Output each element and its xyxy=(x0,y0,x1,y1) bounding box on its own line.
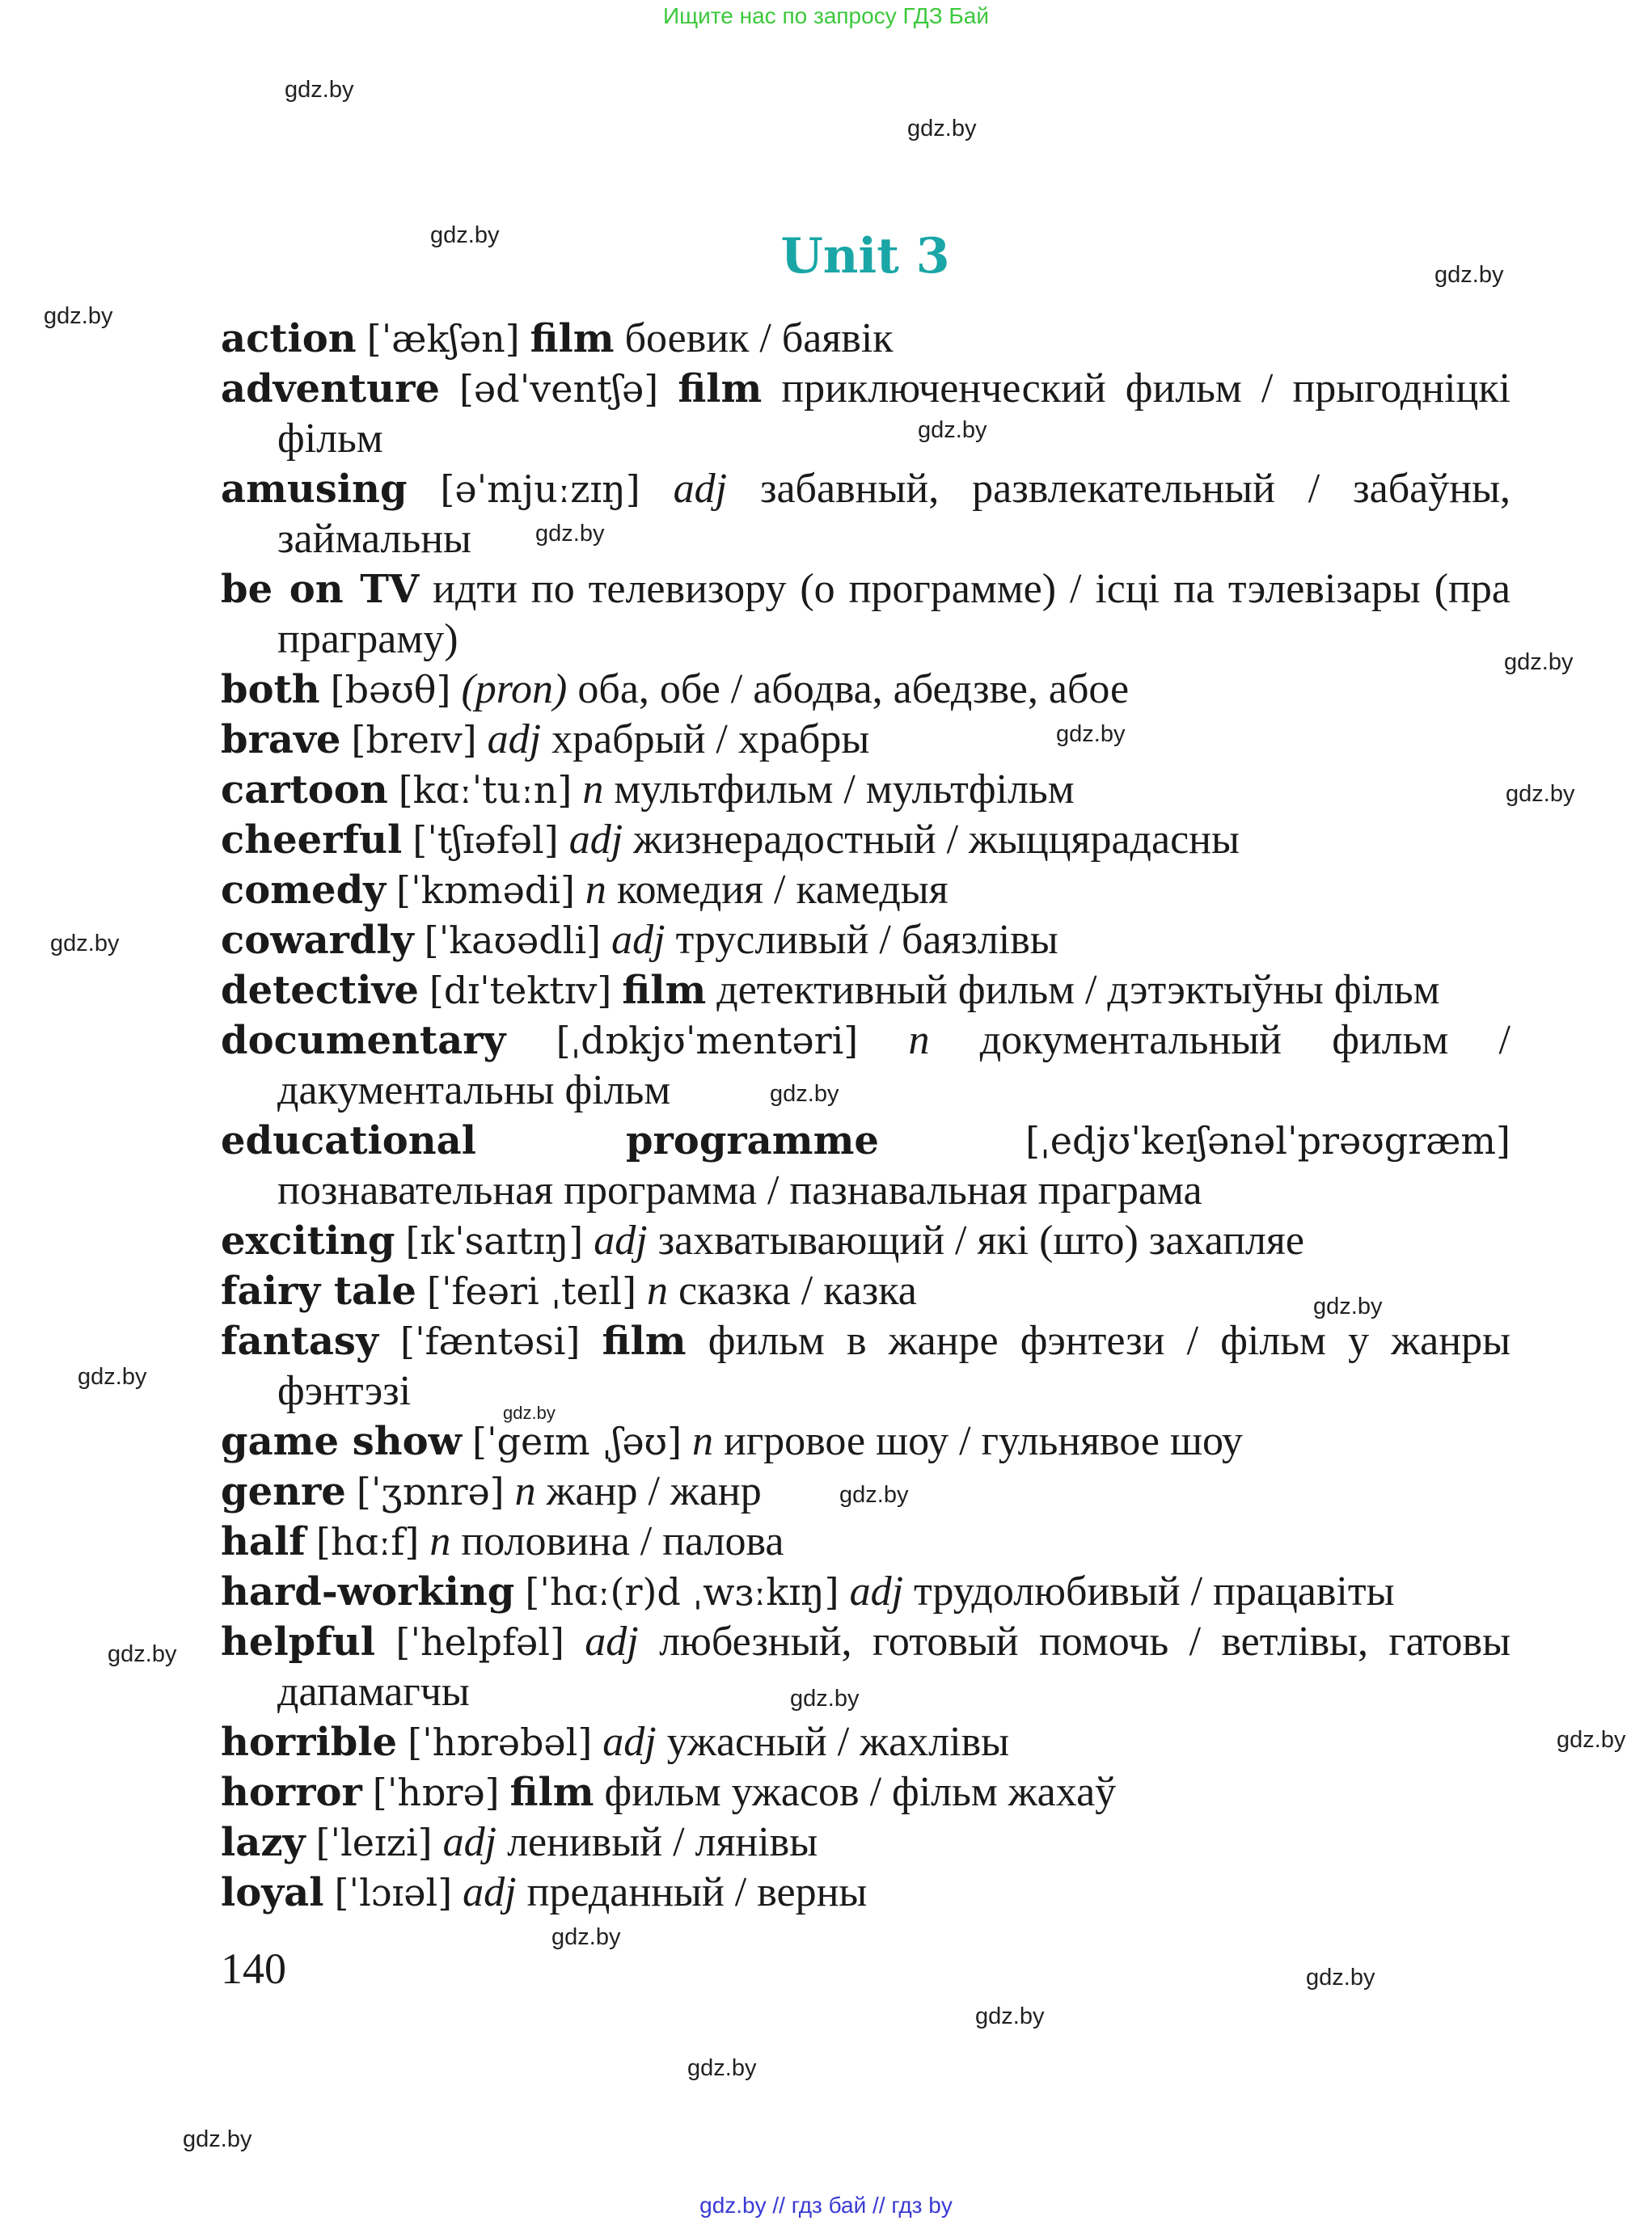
watermark: gdz.by xyxy=(770,1081,839,1107)
entry-translation: мультфильм / мультфільм xyxy=(614,766,1075,813)
entry-translation: трусливый / баязлівы xyxy=(675,917,1058,963)
entry-word-suffix: film xyxy=(530,316,615,361)
entry-pronunciation: [ˈhɒrəbəl] xyxy=(408,1720,593,1764)
vocabulary-entry xyxy=(221,865,1510,915)
entry-translation: захватывающий / які (што) захапляе xyxy=(657,1218,1304,1264)
entry-pronunciation: [ˈʒɒnrə] xyxy=(356,1470,505,1514)
entry-word: cheerful xyxy=(221,817,403,863)
watermark: gdz.by xyxy=(918,417,987,443)
entry-translation: познавательная программа / пазнавальная праграма xyxy=(277,1167,1202,1214)
watermark: gdz.by xyxy=(108,1641,177,1667)
vocabulary-entry xyxy=(221,765,1510,815)
entry-translation: забавный, развлекательный / забаўны, займальны xyxy=(277,466,1511,562)
entry-word: amusing xyxy=(221,467,408,512)
entry-word: documentary xyxy=(221,1018,506,1063)
entry-word: lazy xyxy=(221,1820,306,1865)
entry-translation: оба, обе / абодва, абедзве, абое xyxy=(577,666,1130,712)
entry-word: adventure xyxy=(221,366,440,412)
watermark: gdz.by xyxy=(50,931,120,956)
watermark: gdz.by xyxy=(78,1364,147,1390)
vocabulary-entry xyxy=(221,915,1510,965)
watermark: gdz.by xyxy=(1557,1727,1626,1753)
entry-part-of-speech: n xyxy=(514,1468,536,1514)
watermark: gdz.by xyxy=(687,2055,757,2081)
watermark: gdz.by xyxy=(430,222,500,248)
entry-translation: игровое шоу / гульнявое шоу xyxy=(724,1418,1244,1464)
entry-part-of-speech: n xyxy=(908,1017,930,1063)
entry-word: cowardly xyxy=(221,918,414,963)
entry-pronunciation: [dɪˈtektɪv] xyxy=(429,969,612,1012)
vocabulary-entry xyxy=(221,1216,1510,1266)
vocabulary-list xyxy=(221,314,1510,1918)
vocabulary-entry xyxy=(221,965,1510,1015)
entry-word: detective xyxy=(221,968,419,1013)
entry-part-of-speech: n xyxy=(647,1268,669,1314)
watermark: gdz.by xyxy=(1434,262,1504,288)
entry-word: genre xyxy=(221,1469,346,1514)
entry-word-suffix: film xyxy=(678,366,763,412)
vocabulary-entry xyxy=(221,314,1510,364)
entry-part-of-speech: adj xyxy=(611,917,665,963)
entry-pronunciation: [ˈfæntəsi] xyxy=(400,1319,581,1363)
watermark: gdz.by xyxy=(285,77,354,103)
entry-pronunciation: [hɑːf] xyxy=(315,1520,420,1564)
watermark: gdz.by xyxy=(44,303,113,329)
entry-pronunciation: [ɪkˈsaɪtɪŋ] xyxy=(405,1219,584,1263)
vocabulary-entry xyxy=(221,1868,1510,1918)
entry-pronunciation: [ˌedjʊˈkeɪʃənəlˈprəʊgræm] xyxy=(1025,1119,1510,1163)
entry-word: fairy tale xyxy=(221,1269,416,1314)
entry-translation: половина / палова xyxy=(461,1518,784,1564)
entry-word: both xyxy=(221,667,320,712)
entry-translation: фильм ужасов / фільм жахаў xyxy=(604,1769,1117,1815)
entry-part-of-speech: adj xyxy=(463,1869,517,1915)
vocabulary-entry xyxy=(221,364,1510,464)
watermark: gdz.by xyxy=(975,2003,1045,2029)
entry-word: be on TV xyxy=(221,567,420,612)
vocabulary-entry xyxy=(221,665,1510,715)
entry-translation: преданный / верны xyxy=(526,1869,868,1915)
entry-word: educational programme xyxy=(221,1118,879,1163)
entry-pronunciation: [ˈlɔɪəl] xyxy=(334,1871,453,1915)
vocabulary-entry xyxy=(221,1517,1510,1567)
entry-pronunciation: [ˈkɒmədi] xyxy=(396,868,575,912)
watermark: gdz.by xyxy=(790,1686,860,1712)
entry-word: game show xyxy=(221,1419,462,1464)
watermark: gdz.by xyxy=(907,116,977,141)
entry-part-of-speech: adj xyxy=(602,1719,657,1765)
watermark: gdz.by xyxy=(1506,781,1575,807)
entry-pronunciation: [ˈtʃɪəfəl] xyxy=(412,818,559,862)
entry-word: helpful xyxy=(221,1619,376,1665)
entry-translation: храбрый / храбры xyxy=(551,716,870,762)
entry-word: half xyxy=(221,1519,306,1564)
entry-pronunciation: [ˈkaʊədli] xyxy=(424,918,602,962)
entry-part-of-speech: n xyxy=(692,1418,714,1464)
entry-translation: жизнерадостный / жыццярадасны xyxy=(633,817,1240,863)
top-banner[interactable]: Ищите нас по запросу ГДЗ Бай xyxy=(662,3,990,28)
entry-part-of-speech: adj xyxy=(487,716,542,762)
entry-pronunciation: [kɑːˈtuːn] xyxy=(398,768,572,812)
entry-translation: жанр / жанр xyxy=(546,1468,762,1514)
watermark: gdz.by xyxy=(183,2126,252,2152)
entry-translation: боевик / баявік xyxy=(624,315,894,361)
vocabulary-entry xyxy=(221,1567,1510,1617)
watermark: gdz.by xyxy=(1504,649,1574,675)
entry-word: brave xyxy=(221,717,341,762)
unit-title: Unit 3 xyxy=(780,228,950,285)
entry-word: exciting xyxy=(221,1218,395,1264)
entry-translation: комедия / камедыя xyxy=(616,867,949,913)
vocabulary-entry xyxy=(221,1316,1510,1416)
entry-pronunciation: [ˈækʃən] xyxy=(366,317,520,361)
entry-pronunciation: [ˈhɑː(r)d ˌwɜːkɪŋ] xyxy=(525,1570,839,1614)
page-number: 140 xyxy=(221,1944,286,1993)
vocabulary-entry xyxy=(221,564,1510,665)
watermark: gdz.by xyxy=(1056,721,1126,747)
entry-translation: документальный фильм / дакументальны фільм xyxy=(277,1017,1510,1113)
vocabulary-entry xyxy=(221,1116,1510,1216)
vocabulary-entry xyxy=(221,715,1510,765)
entry-pronunciation: [ˈhelpfəl] xyxy=(395,1620,564,1664)
vocabulary-entry xyxy=(221,1767,1510,1818)
entry-part-of-speech: n xyxy=(585,867,606,913)
vocabulary-entry xyxy=(221,1266,1510,1316)
watermark: gdz.by xyxy=(1306,1965,1375,1991)
entry-word: comedy xyxy=(221,868,387,913)
entry-word: fantasy xyxy=(221,1319,378,1364)
vocabulary-entry xyxy=(221,1015,1510,1116)
entry-part-of-speech: adj xyxy=(673,466,728,512)
entry-translation: фильм в жанре фэнтези / фільм у жанры фэнтэзі xyxy=(277,1318,1511,1414)
entry-pronunciation: [ˈleɪzi] xyxy=(315,1821,433,1864)
entry-word: action xyxy=(221,316,357,361)
entry-pronunciation: [breɪv] xyxy=(351,718,477,762)
entry-pronunciation: [ˈgeɪm ˌʃəʊ] xyxy=(471,1420,682,1463)
entry-part-of-speech: n xyxy=(582,766,604,813)
entry-word: horrible xyxy=(221,1720,398,1765)
entry-word: horror xyxy=(221,1770,362,1815)
watermark: gdz.by xyxy=(535,521,605,547)
entry-pronunciation: [ˈfeəri ˌteɪl] xyxy=(426,1269,637,1313)
vocabulary-entry xyxy=(221,1617,1510,1717)
entry-word-suffix: film xyxy=(622,968,707,1013)
entry-translation: ужасный / жахлівы xyxy=(666,1719,1010,1765)
entry-translation: приключенческий фильм / прыгодніцкі фільм xyxy=(277,365,1511,462)
watermark: gdz.by xyxy=(1313,1294,1383,1319)
entry-part-of-speech: adj xyxy=(568,817,623,863)
entry-translation: сказка / казка xyxy=(678,1268,917,1314)
vocabulary-entry xyxy=(221,1467,1510,1517)
entry-part-of-speech: n xyxy=(429,1518,451,1564)
entry-word: loyal xyxy=(221,1870,324,1915)
entry-translation: трудолюбивый / працавіты xyxy=(914,1568,1395,1615)
entry-translation: ленивый / лянівы xyxy=(507,1819,818,1865)
entry-pronunciation: [ədˈventʃə] xyxy=(458,367,659,411)
entry-part-of-speech: adj xyxy=(594,1218,648,1264)
entry-word-suffix: film xyxy=(509,1770,594,1815)
vocabulary-entry xyxy=(221,1717,1510,1767)
entry-word: hard-working xyxy=(221,1569,515,1615)
vocabulary-entry xyxy=(221,464,1510,564)
entry-pronunciation: [ˌdɒkjʊˈmentəri] xyxy=(556,1019,859,1062)
watermark: gdz.by xyxy=(503,1403,556,1423)
entry-translation: любезный, готовый помочь / ветлівы, гатовы дапамагчы xyxy=(277,1619,1511,1715)
entry-part-of-speech: adj xyxy=(849,1568,904,1615)
entry-translation: идти по телевизору (о программе) / ісці па тэлевізары (пра праграму) xyxy=(277,566,1511,662)
vocabulary-entry xyxy=(221,1818,1510,1868)
entry-word: cartoon xyxy=(221,767,388,813)
entry-pronunciation: [əˈmjuːzɪŋ] xyxy=(440,467,640,511)
watermark: gdz.by xyxy=(839,1482,909,1508)
entry-translation: детективный фильм / дэтэктыўны фільм xyxy=(716,967,1440,1013)
entry-pronunciation: [bəʊθ] xyxy=(330,668,451,711)
entry-word-suffix: film xyxy=(602,1319,687,1364)
entry-part-of-speech: (pron) xyxy=(461,666,568,712)
vocabulary-entry xyxy=(221,815,1510,865)
entry-part-of-speech: adj xyxy=(585,1619,639,1665)
watermark: gdz.by xyxy=(551,1924,621,1950)
entry-pronunciation: [ˈhɒrə] xyxy=(372,1771,500,1814)
entry-part-of-speech: adj xyxy=(442,1819,497,1865)
vocabulary-entry xyxy=(221,1416,1510,1467)
footer-links[interactable]: gdz.by // гдз бай // гдз by xyxy=(699,2193,953,2218)
